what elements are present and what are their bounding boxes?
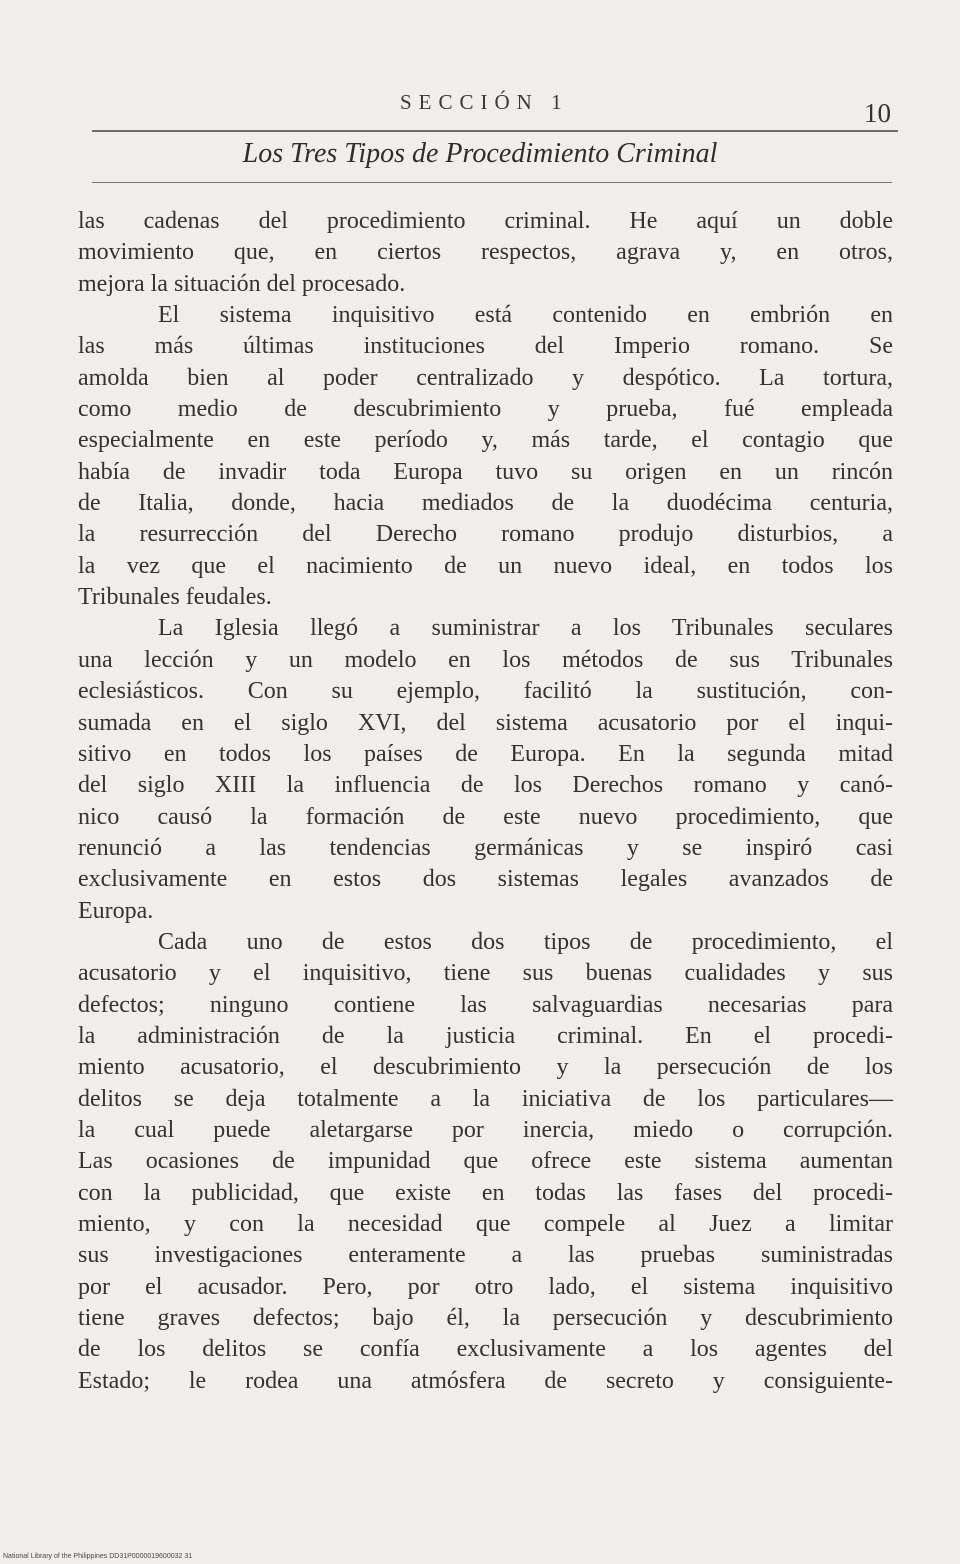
text-line: de Italia, donde, hacia mediados de la duodécima centuria, <box>78 490 893 517</box>
text-line: renunció a las tendencias germánicas y se inspiró casi <box>78 834 893 861</box>
text-line: Las ocasiones de impunidad que ofrece este sistema aumentan <box>78 1148 893 1175</box>
chapter-subtitle: Los Tres Tipos de Procedimiento Criminal <box>242 138 718 169</box>
text-line: sumada en el siglo XVI, del sistema acusatorio por el inqui- <box>78 709 893 736</box>
text-line: con la publicidad, que existe en todas las fases del procedi- <box>78 1179 893 1206</box>
text-line: sitivo en todos los países de Europa. En la segunda mitad <box>78 740 893 767</box>
text-line: del siglo XIII la influencia de los Derechos romano y canó- <box>78 772 893 799</box>
text-line: la administración de la justicia criminal. En el procedi- <box>78 1022 893 1049</box>
text-line: El sistema inquisitivo está contenido en embrión en <box>158 302 893 329</box>
text-line: defectos; ninguno contiene las salvaguardias necesarias para <box>78 991 893 1018</box>
text-line: acusatorio y el inquisitivo, tiene sus buenas cualidades y sus <box>78 960 893 987</box>
text-line: como medio de descubrimiento y prueba, fué empleada <box>78 396 893 423</box>
text-line: miento acusatorio, el descubrimiento y la persecución de los <box>78 1054 893 1081</box>
section-label: SECCIÓN 1 <box>400 90 569 114</box>
text-line: eclesiásticos. Con su ejemplo, facilitó la sustitución, con- <box>78 678 893 705</box>
text-line: una lección y un modelo en los métodos de sus Tribunales <box>78 646 893 673</box>
header-rule-top <box>92 130 898 132</box>
text-line: las más últimas instituciones del Imperio romano. Se <box>78 333 893 360</box>
text-line: Estado; le rodea una atmósfera de secreto y consiguiente- <box>78 1367 893 1394</box>
page-number: 10 <box>864 98 891 128</box>
text-line: tiene graves defectos; bajo él, la persecución y descubrimiento <box>78 1305 893 1332</box>
text-line: la vez que el nacimiento de un nuevo ideal, en todos los <box>78 552 893 579</box>
text-line: exclusivamente en estos dos sistemas legales avanzados de <box>78 866 893 893</box>
text-line: delitos se deja totalmente a la iniciativa de los particulares— <box>78 1085 893 1112</box>
header-rule-bottom <box>92 182 892 183</box>
text-line: La Iglesia llegó a suministrar a los Tribunales seculares <box>158 615 893 642</box>
text-line: nico causó la formación de este nuevo procedimiento, que <box>78 803 893 830</box>
text-line: movimiento que, en ciertos respectos, agrava y, en otros, <box>78 239 893 266</box>
text-line: Tribunales feudales. <box>78 584 272 611</box>
text-line: mejora la situación del procesado. <box>78 270 406 297</box>
text-line: Europa. <box>78 897 154 924</box>
text-line: sus investigaciones enteramente a las pruebas suministradas <box>78 1242 893 1269</box>
text-line: las cadenas del procedimiento criminal. He aquí un doble <box>78 208 893 234</box>
text-line: la cual puede aletargarse por inercia, miedo o corrupción. <box>78 1116 893 1143</box>
text-line: amolda bien al poder centralizado y despótico. La tortura, <box>78 364 893 391</box>
text-line: de los delitos se confía exclusivamente a los agentes del <box>78 1336 893 1363</box>
text-line: la resurrección del Derecho romano produjo disturbios, a <box>78 521 893 548</box>
text-line: especialmente en este período y, más tarde, el contagio que <box>78 427 893 454</box>
footer-credit: National Library of the Philippines DD31P0000019600032 31 <box>3 1553 193 1560</box>
text-line: había de invadir toda Europa tuvo su origen en un rincón <box>78 458 893 485</box>
body-text <box>78 206 893 1397</box>
text-line: miento, y con la necesidad que compele al Juez a limitar <box>78 1211 893 1237</box>
text-line: por el acusador. Pero, por otro lado, el sistema inquisitivo <box>78 1273 893 1300</box>
text-line: Cada uno de estos dos tipos de procedimiento, el <box>158 928 893 955</box>
